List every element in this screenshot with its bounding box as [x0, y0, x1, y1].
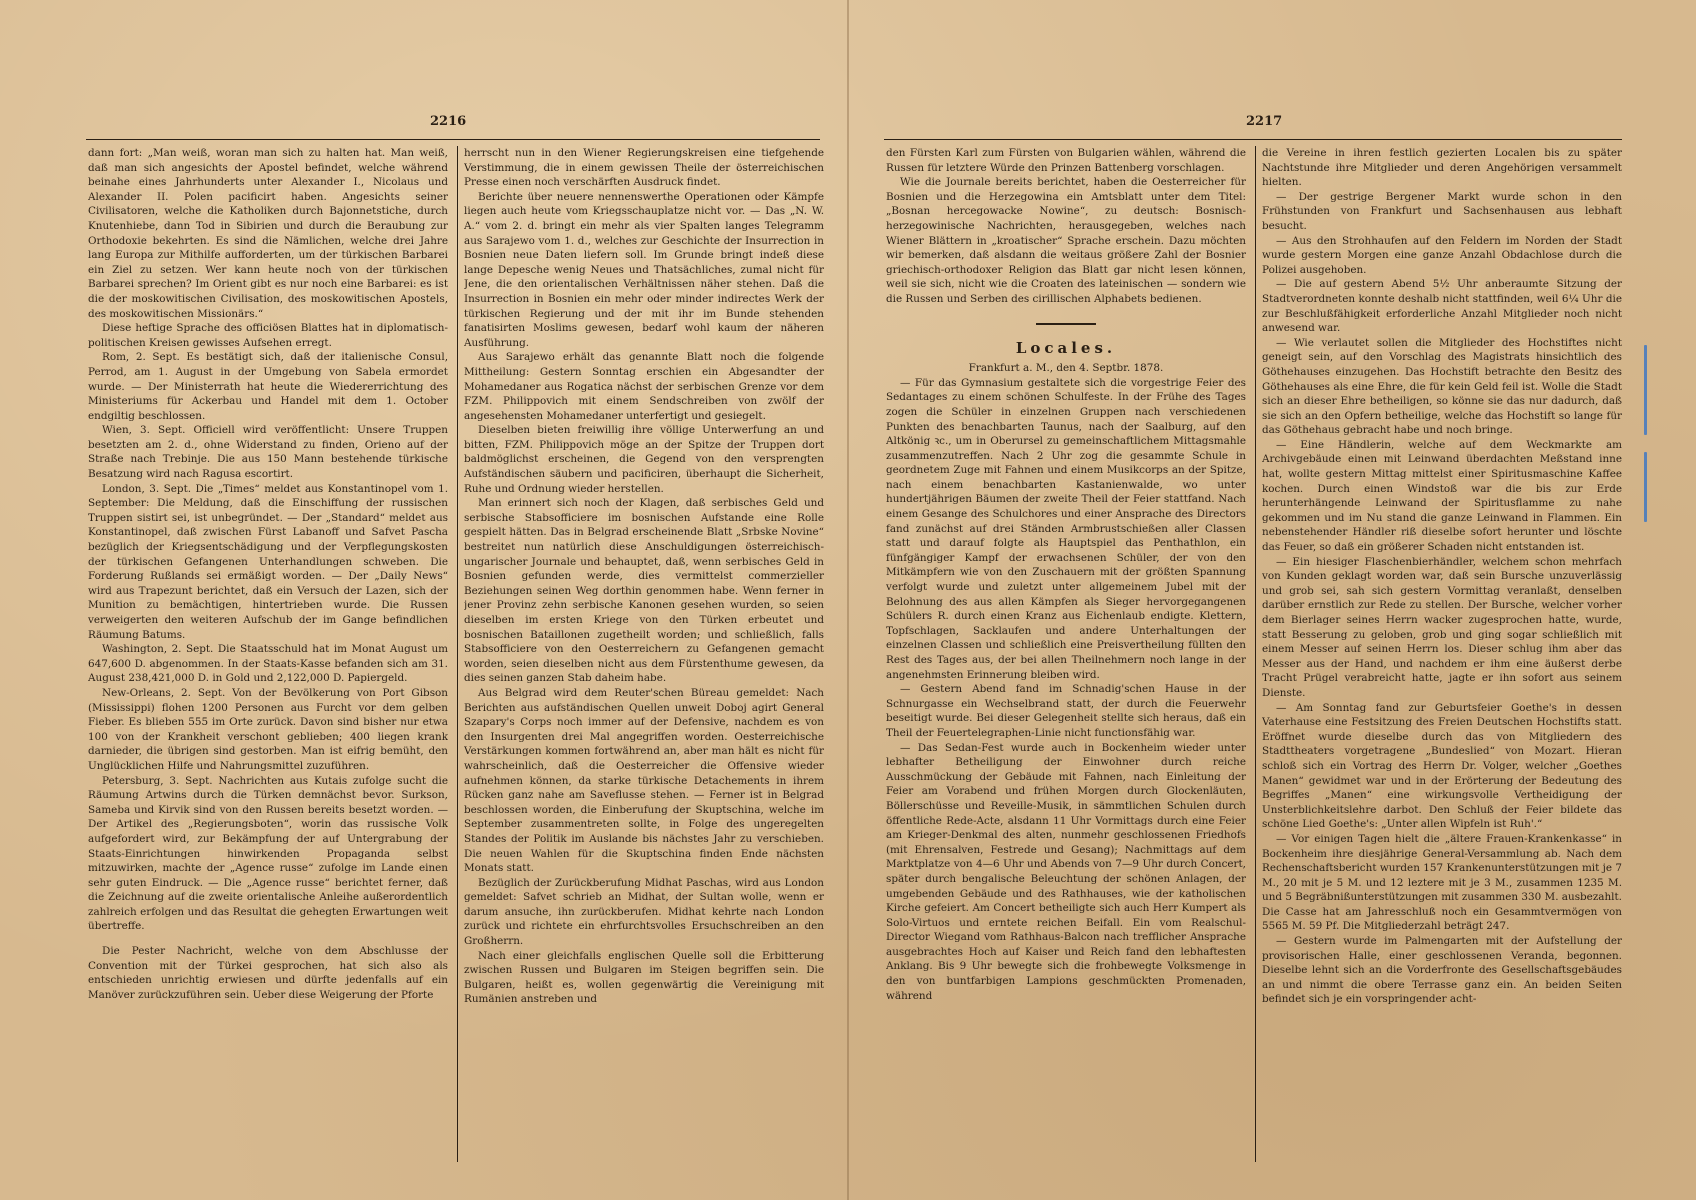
page-number-right: 2217 — [1246, 114, 1283, 129]
col1-paragraph: Washington, 2. Sept. Die Staatsschuld hat im Monat August um 647,600 D. abgenommen. In der Staats-Kasse befanden sich am 31. August 238,421,000 D. in Gold und 2,122,000 D. Papiergeld. — [88, 643, 448, 685]
col4-paragraph: — Die auf gestern Abend 5½ Uhr anberaumte Sitzung der Stadtverordneten konnte deshalb nicht stattfinden, weil 6¼ Uhr die zur Beschlußfähigkeit erforderliche Anzahl Mitglieder noch nicht anwesend war. — [1262, 278, 1622, 335]
col2-paragraph: Bezüglich der Zurückberufung Midhat Paschas, wird aus London gemeldet: Safvet schrieb an Midhat, der Sultan wolle, wenn er darum ansuche, ihn zurückberufen. Midhat kehrte nach London zurück und richtete ein ehrfurchtsvolles Ersuchschreiben an den Großherrn. — [464, 876, 824, 948]
col1-paragraph: Diese heftige Sprache des officiösen Blattes hat in diplomatisch-politischen Kreisen gewisses Aufsehen erregt. — [88, 322, 448, 349]
col1-paragraph: dann fort: „Man weiß, woran man sich zu halten hat. Man weiß, daß man sich angesichts der Apostel befindet, welche während beinahe eines Jahrhunderts unter Alexander I., Nicolaus und Alexander II. Polen pacificirt haben. Angesichts seiner Civilisatoren, welche die Katholiken durch Bajonnetstiche, durch Knutenhiebe, dann Tod in Sibirien und durch die Beraubung zur Orthodoxie bekehrten. Es sind die Nämlichen, welche drei Jahre lang Europa zur Mithilfe aufforderten, um der türkischen Barbarei ein Ziel zu setzen. Wer kann heute noch von der türkischen Barbarei sprechen? Im Orient gibt es nur noch eine Barbarei: es ist die der moskowitischen Civilisation, des moskowitischen Apostels, des moskowitischen Missionärs.“ — [88, 147, 448, 320]
margin-mark-upper — [1644, 345, 1647, 435]
col4-paragraph: — Vor einigen Tagen hielt die „ältere Frauen-Krankenkasse“ in Bockenheim ihre diesjährige General-Versammlung ab. Nach dem Rechenschaftsbericht wurden 157 Krankenunterstützungen mit je 7 M., 20 mit je 5 M. und 12 leztere mit je 3 M., zusammen 1235 M. und 5 Begräbnißunterstützungen mit zusammen 330 M. ausbezahlt. Die Casse hat am Jahresschluß noch ein Gesammtvermögen von 5565 M. 59 Pf. Die Mitgliederzahl beträgt 247. — [1262, 832, 1622, 933]
col4-paragraph: — Eine Händlerin, welche auf dem Weckmarkte am Archivgebäude einen mit Leinwand überdachten Meßstand inne hat, wollte gestern Mittag mittelst einer Spiritusmaschine Kaffee kochen. Durch einen Windstoß war die bis zur Erde herunterhängende Leinwand der Spiritusflamme zu nahe gekommen und im Nu stand die ganze Leinwand in Flammen. Ein nebenstehender Händler riß dieselbe sofort herunter und löschte das Feuer, so daß ein größerer Schaden nicht entstanden ist. — [1262, 438, 1622, 554]
col1-paragraph: Die Pester Nachricht, welche von dem Abschlusse der Convention mit der Türkei gesprochen, hat sich also als entschieden unrichtig erwiesen und dürfte jedenfalls auf ein Manöver zurückzuführen sein. Ueber diese Weigerung der Pforte — [88, 945, 448, 1001]
col1-paragraph: Wien, 3. Sept. Officiell wird veröffentlicht: Unsere Truppen besetzten am 2. d., ohne Widerstand zu finden, Orieno auf der Straße nach Trebinje. Die aus 150 Mann bestehende türkische Besatzung wird nach Ragusa escortirt. — [88, 424, 448, 481]
col3-paragraph: — Das Sedan-Fest wurde auch in Bockenheim wieder unter lebhafter Betheiligung der Einwohner durch reiche Ausschmückung der Gebäude mit Fahnen, nach Einleitung der Feier am Vorabend und frühen Morgen durch Glockenläuten, Böllerschüsse und Reveille-Musik, in sämmtlichen Schulen durch öffentliche Rede-Acte, alsdann 11 Uhr Vormittags durch eine Feier am Krieger-Denkmal des alten, nunmehr geschlossenen Friedhofs (mit Ehrensalven, Festrede und Gesang); Nachmittags auf dem Marktplatze von 4—6 Uhr und Abends von 7—9 Uhr durch Concert, später durch bengalische Beleuchtung der schönen Anlagen, der umgebenden Gebäude und des Rathhauses, wie der katholischen Kirche gefeiert. Am Concert betheiligte sich auch Herr Kumpert als Solo-Virtuos und erntete reichen Beifall. Ein vom Realschul-Director Wiegand vom Rathhaus-Balcon nach trefflicher Ansprache ausgebrachtes Hoch auf Kaiser und Reich fand den lebhaftesten Anklang. Bis 9 Uhr bewegte sich die frohbewegte Volksmenge in den von buntfarbigen Lampions geschmückten Promenaden, während — [886, 741, 1246, 1002]
locales-dateline: Frankfurt a. M., den 4. Septbr. 1878. — [968, 362, 1164, 375]
col2-paragraph: herrscht nun in den Wiener Regierungskreisen eine tiefgehende Verstimmung, die in einem gewissen Theile der österreichischen Presse einen noch verschärften Ausdruck findet. — [464, 147, 824, 189]
col4-paragraph: — Am Sonntag fand zur Geburtsfeier Goethe's in dessen Vaterhause eine Festsitzung des Freien Deutschen Hochstifts statt. Eröffnet wurde dieselbe durch das von Mitgliedern des Stadttheaters vorgetragene „Bundeslied“ von Mozart. Hieran schloß sich ein Vortrag des Herrn Dr. Volger, welcher „Goethes Manen“ gewidmet war und in der Erörterung der Bedeutung des Begriffes „Manen“ eine wirkungsvolle Vertheidigung der Unsterblichkeitslehre darbot. Den Schluß der Feier bildete das schöne Lied Goethe's: „Unter allen Wipfeln ist Ruh'.“ — [1262, 701, 1622, 831]
column-divider-right — [1255, 146, 1256, 1162]
col4-paragraph: — Der gestrige Bergener Markt wurde schon in den Frühstunden von Frankfurt und Sachsenhausen aus lebhaft besucht. — [1262, 190, 1622, 232]
col2-paragraph: Aus Belgrad wird dem Reuter'schen Büreau gemeldet: Nach Berichten aus aufständischen Quellen unweit Doboj agirt General Szapary's Corps noch immer auf der Defensive, nachdem es von den Insurgenten drei Mal angegriffen worden. Oesterreichische Verstärkungen kommen fortwährend an, aber man hält es nicht für wahrscheinlich, daß die Oesterreicher die Offensive wieder aufnehmen können, da starke türkische Detachements in ihrem Rücken ganz nahe am Saveflusse stehen. — Ferner ist in Belgrad beschlossen worden, die Einberufung der Skuptschina, welche im September zusammentreten sollte, in Folge des ungeregelten Standes der Politik im Auslande bis nächstes Jahr zu verschieben. Die neuen Wahlen für die Skuptschina finden Ende nächsten Monats statt. — [464, 686, 824, 875]
col4-paragraph: — Wie verlautet sollen die Mitglieder des Hochstiftes nicht geneigt sein, auf den Vorschlag des Magistrats hinsichtlich des Göthehauses einzugehen. Das Hochstift betrachte den Besitz des Göthehauses als eine Ehre, die für kein Geld feil ist. Wolle die Stadt sich an dieser Ehre betheiligen, so könne sie das nur dadurch, daß sie sich an den Opfern betheilige, welche das Hochstift so lange für das Göthehaus gebracht habe und noch bringe. — [1262, 336, 1622, 437]
locales-heading: Locales. — [1015, 338, 1117, 357]
col2-paragraph: Aus Sarajewo erhält das genannte Blatt noch die folgende Mittheilung: Gestern Sonntag erschien ein Abgesandter der Mohamedaner aus Rogatica nächst der serbischen Grenze vor dem FZM. Philippovich mit einem Sendschreiben von zwölf der angesehensten Mohamedaner unterfertigt und gesiegelt. — [464, 351, 824, 422]
column-divider-left — [457, 146, 458, 1162]
margin-mark-lower — [1644, 452, 1647, 522]
column-4 — [1262, 146, 1622, 1162]
header-rule-right — [884, 139, 1622, 140]
header-rule-left — [86, 139, 820, 140]
col3-paragraph: — Gestern Abend fand im Schnadig'schen Hause in der Schnurgasse ein Wechselbrand statt, der durch die Feuerwehr beseitigt wurde. Bei dieser Gelegenheit stellte sich heraus, daß ein Theil der Feuertelegraphen-Linie nicht functionsfähig war. — [886, 683, 1246, 739]
col1-paragraph: London, 3. Sept. Die „Times“ meldet aus Konstantinopel vom 1. September: Die Meldung, daß die Einschiffung der russischen Truppen sistirt sei, ist unbegründet. — Der „Standard“ meldet aus Konstantinopel, daß zwischen Fürst Labanoff und Safvet Pascha bezüglich der Kriegsentschädigung und der Verpflegungskosten der türkischen Gefangenen Unterhandlungen schweben. Die Forderung Rußlands sei ermäßigt worden. — Der „Daily News“ wird aus Trapezunt berichtet, daß ein Versuch der Lazen, sich der Munition zu bemächtigen, hintertrieben wurde. Die Russen verweigerten den weiteren Aufschub der im Gange befindlichen Räumung Batums. — [88, 482, 448, 641]
col1-paragraph: Petersburg, 3. Sept. Nachrichten aus Kutais zufolge sucht die Räumung Artwins durch die Türken demnächst bevor. Surkson, Sameba und Kirvik sind von den Russen bereits besetzt worden. — Der Artikel des „Regierungsboten“, worin das russische Volk aufgefordert wird, zur Bekämpfung der auf Untergrabung der Staats-Einrichtungen hinwirkenden Propaganda selbst mitzuwirken, machte der „Agence russe“ zufolge im Lande einen sehr guten Eindruck. — Die „Agence russe“ berichtet ferner, daß die Zeichnung auf die zweite orientalische Anleihe außerordentlich zahlreich erfolgen und das Resultat die gehegten Erwartungen weit übertreffe. — [88, 774, 448, 933]
col1-paragraph: Rom, 2. Sept. Es bestätigt sich, daß der italienische Consul, Perrod, am 1. August in der Umgebung von Sabela ermordet wurde. — Der Ministerrath hat heute die Wiedererrichtung des Ministeriums für Ackerbau und Handel mit dem 1. October endgiltig beschlossen. — [88, 351, 448, 422]
column-3 — [886, 146, 1246, 1162]
col4-paragraph: — Aus den Strohhaufen auf den Feldern im Norden der Stadt wurde gestern Morgen eine ganze Anzahl Obdachlose durch die Polizei ausgehoben. — [1262, 234, 1622, 276]
col3-paragraph: — Für das Gymnasium gestaltete sich die vorgestrige Feier des Sedantages zu einem schönen Schulfeste. In der Frühe des Tages zogen die Schüler in einzelnen Gruppen nach verschiedenen Punkten des benachbarten Taunus, nach der Saalburg, auf den Altkönig ꝛc., um in Oberursel zu gemeinschaftlichem Mittagsmahle zusammenzutreffen. Nach 2 Uhr zog die gesammte Schule in geordnetem Zuge mit Fahnen und einem Musikcorps an der Spitze, nach einem benachbarten Kastanienwalde, wo unter hundertjährigen Bäumen der zweite Theil der Feier stattfand. Nach einem Gesange des Schulchores und einer Ansprache des Directors fand zunächst auf drei Ständen Armbrustschießen aller Classen statt und darauf folgte als Hauptspiel das Penthathlon, ein fünfgängiger Kampf der erwachsenen Schüler, der von den Mitkämpfern wie von den Zuschauern mit der größten Spannung verfolgt wurde und zuletzt unter allgemeinem Jubel mit der Belohnung des aus allen Kämpfen als Sieger hervorgegangenen Schülers R. durch einen Kranz aus Eichenlaub endigte. Klettern, Topfschlagen, Sacklaufen und andere Unterhaltungen der einzelnen Classen und schließlich eine Preisvertheilung füllten den Rest des Tages aus, der bei allen Theilnehmern noch lange in der angenehmsten Erinnerung bleiben wird. — [886, 376, 1246, 681]
column-1 — [88, 146, 448, 1162]
col3-paragraph: den Fürsten Karl zum Fürsten von Bulgarien wählen, während die Russen für letztere Würde den Prinzen Battenberg vorschlagen. — [886, 147, 1246, 174]
col1-paragraph: New-Orleans, 2. Sept. Von der Bevölkerung von Port Gibson (Mississippi) flohen 1200 Personen aus Furcht vor dem gelben Fieber. Es blieben 555 im Orte zurück. Davon sind bisher nur etwa 100 von der Krankheit verschont geblieben; 400 liegen krank darnieder, die übrigen sind gestorben. Man ist eifrig bemüht, den Unglücklichen Hilfe und Nahrungsmittel zuzuführen. — [88, 686, 448, 772]
col4-paragraph: — Gestern wurde im Palmengarten mit der Aufstellung der provisorischen Halle, einer geschlossenen Veranda, begonnen. Dieselbe lehnt sich an die Vorderfronte des Gesellschaftsgebäudes an und nimmt die obere Terrasse ganz ein. An beiden Seiten befindet sich je ein vorspringender acht- — [1262, 935, 1622, 1006]
col2-paragraph: Nach einer gleichfalls englischen Quelle soll die Erbitterung zwischen Russen und Bulgaren im Steigen begriffen sein. Die Bulgaren, heißt es, wollen gegenwärtig die Vereinigung mit Rumänien anstreben und — [464, 949, 824, 1006]
page-number-left: 2216 — [430, 114, 467, 129]
col4-paragraph: — Ein hiesiger Flaschenbierhändler, welchem schon mehrfach von Kunden geklagt worden war, daß sein Bursche unzuverlässig und grob sei, sah sich gestern Vormittag veranlaßt, denselben darüber ernstlich zur Rede zu stellen. Der Bursche, welcher vorher dem Bierlager seines Herrn wacker zugesprochen hatte, wurde, statt Besserung zu geloben, grob und ging sogar schließlich mit einem Messer auf seinen Herrn los. Dieser schlug ihm aber das Messer aus der Hand, und nachdem er ihm eine äußerst derbe Tracht Prügel verabreicht hatte, jagte er ihn sofort aus seinem Dienste. — [1262, 555, 1622, 699]
col2-paragraph: Dieselben bieten freiwillig ihre völlige Unterwerfung an und bitten, FZM. Philippovich möge an der Spitze der Truppen dort baldmöglichst erscheinen, die Gegend von den versprengten Aufständischen säubern und pacificiren, überhaupt die Sicherheit, Ruhe und Ordnung wieder herstellen. — [464, 424, 824, 495]
col2-paragraph: Berichte über neuere nennenswerthe Operationen oder Kämpfe liegen auch heute vom Kriegsschauplatze nicht vor. — Das „N. W. A.“ vom 2. d. bringt ein mehr als vier Spalten langes Telegramm aus Sarajewo vom 1. d., welches zur Geschichte der Insurrection in Bosnien neue Daten liefern soll. Im Grunde bringt indeß diese lange Depesche wenig Neues und Thatsächliches, zumal nicht für Jene, die den orientalischen Verhältnissen näher stehen. Daß die Insurrection in Bosnien ein mehr oder minder indirectes Werk der türkischen Regierung und der mit ihr im Bunde stehenden fanatisirten Moslims gewesen, bedarf wohl kaum der näheren Ausführung. — [464, 190, 824, 349]
column-2 — [464, 146, 824, 1162]
page-fold — [847, 0, 849, 1200]
section-separator — [1036, 323, 1096, 325]
col4-paragraph: die Vereine in ihren festlich gezierten Localen bis zu später Nachtstunde ihre Mitglieder und deren Angehörigen versammelt hielten. — [1262, 147, 1622, 189]
col3-paragraph: Wie die Journale bereits berichtet, haben die Oesterreicher für Bosnien und die Herzegowina ein Amtsblatt unter dem Titel: „Bosnan hercegowacke Nowine“, zu deutsch: Bosnisch-herzegowinische Nachrichten, herausgegeben, welches nach Wiener Blättern in „kroatischer“ Sprache erschein. Dazu möchten wir bemerken, daß alsdann die weitaus größere Zahl der Bosnier griechisch-orthodoxer Religion das Blatt gar nicht lesen können, weil sie sich, nicht wie die Croaten des lateinischen — sondern wie die Russen und Serben des cirillischen Alphabets bedienen. — [886, 176, 1246, 305]
col2-paragraph: Man erinnert sich noch der Klagen, daß serbisches Geld und serbische Stabsofficiere im bosnischen Aufstande eine Rolle gespielt hätten. Das in Belgrad erscheinende Blatt „Srbske Novine“ bestreitet nun natürlich diese Anschuldigungen österreichisch-ungarischer Journale und behauptet, daß, wenn serbisches Geld in Bosnien gefunden werde, dies vermittelst commerzieller Beziehungen seinen Weg dorthin genommen habe. Wenn ferner in jener Provinz zehn serbische Kanonen gesehen wurden, so seien dieselben im ersten Kriege von den Türken erbeutet und bosnischen Bataillonen zugetheilt worden; und schließlich, falls Stabsofficiere von den Oesterreichern zu Gefangenen gemacht worden, seien dieselben nicht aus dem Fürstenthume gewesen, da dies seinen ganzen Stab daheim habe. — [464, 497, 824, 685]
